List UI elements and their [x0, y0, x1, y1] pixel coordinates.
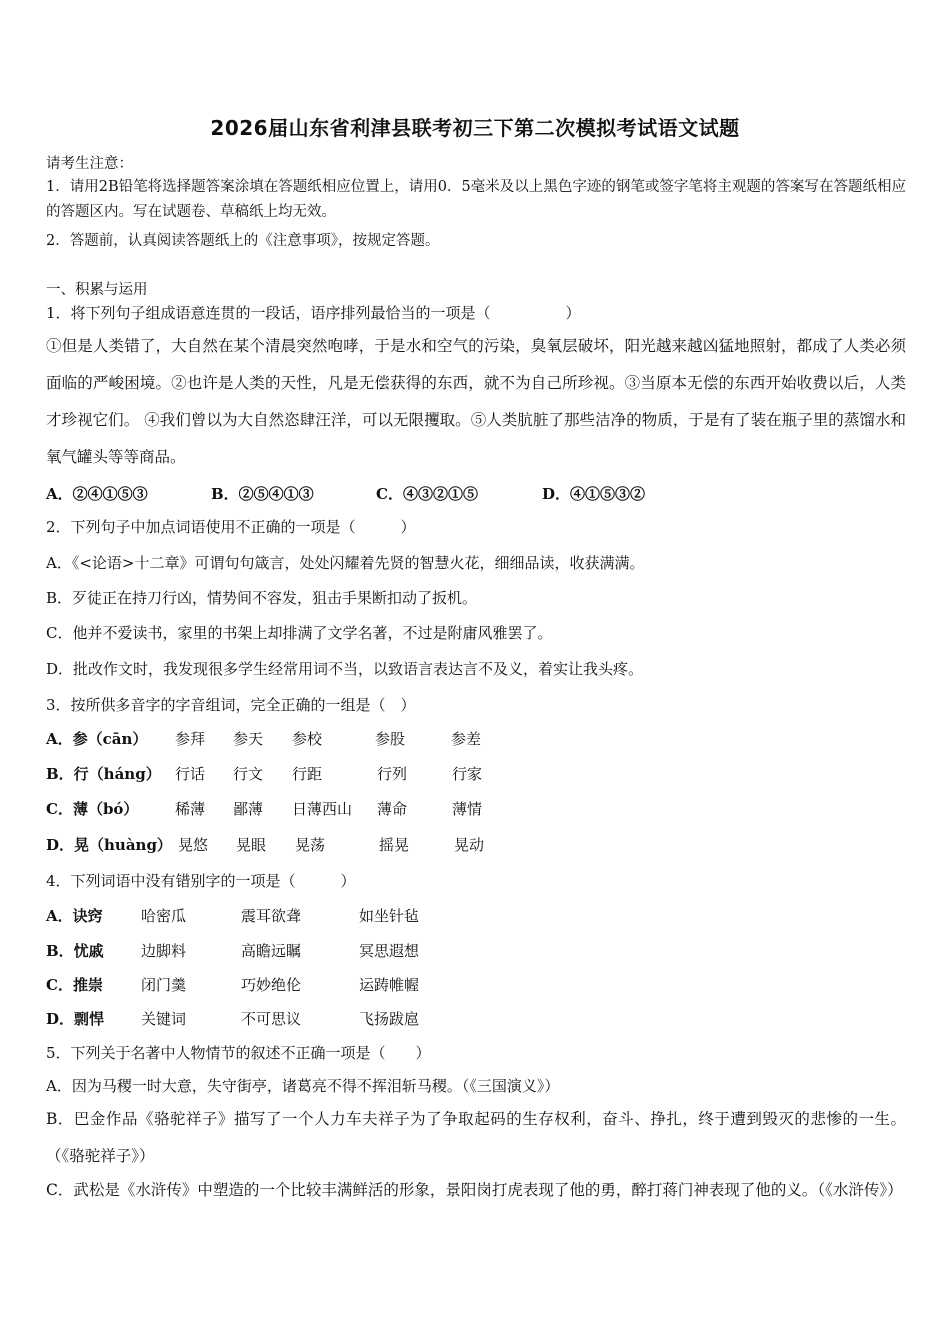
q5-option-b: B．巴金作品《骆驼祥子》描写了一个人力车夫祥子为了争取起码的生存权利，奋斗、挣扎，终于遭到毁灭的悲惨的一生。（《骆驼祥子》） [46, 1110, 906, 1165]
q2-option-b: B．歹徒正在持刀行凶，情势间不容发，狙击手果断扣动了扳机。 [46, 589, 478, 607]
q3-word: 参股 [375, 730, 406, 748]
page-title: 2026届山东省利津县联考初三下第二次模拟考试语文试题 [210, 116, 740, 140]
q3-row-label: D．晃（huàng） [46, 836, 172, 854]
q4-word: B．忧戚 [46, 942, 104, 960]
q4-word: C．推崇 [46, 976, 103, 994]
q3-word: 行文 [233, 765, 264, 783]
q3-word: 晃悠 [178, 836, 209, 854]
q5-option-c: C．武松是《水浒传》中塑造的一个比较丰满鲜活的形象，景阳岗打虎表现了他的勇，醉打蒋门神表现了他的义。（《水浒传》） [46, 1181, 903, 1199]
notice-heading: 请考生注意： [46, 156, 133, 172]
q3-word: 稀薄 [175, 800, 206, 818]
q3-word: 行家 [452, 765, 483, 783]
q3-word: 晃眼 [236, 836, 267, 854]
q3-word: 鄙薄 [233, 800, 264, 818]
q4-word: 关键词 [141, 1010, 187, 1028]
q1-option-c: C．④③②①⑤ [376, 485, 478, 503]
q4-word: A．诀窍 [46, 907, 103, 925]
q3-word: 参拜 [175, 730, 206, 748]
q4-word: 冥思遐想 [359, 942, 420, 960]
q5-stem: 5．下列关于名著中人物情节的叙述不正确一项是（ ） [46, 1044, 431, 1062]
q3-word: 薄情 [452, 800, 483, 818]
q5-option-a: A．因为马稷一时大意，失守街亭，诸葛亮不得不挥泪斩马稷。（《三国演义》） [46, 1077, 560, 1095]
q4-word: D．剽悍 [46, 1010, 105, 1028]
q1-stem: 1．将下列句子组成语意连贯的一段话，语序排列最恰当的一项是（ ） [46, 304, 581, 322]
notice-item-2: 2．答题前，认真阅读答题纸上的《注意事项》，按规定答题。 [46, 233, 440, 249]
q3-row-label: A．参（cān） [46, 730, 148, 748]
q3-word: 摇晃 [379, 836, 410, 854]
q2-stem: 2．下列句子中加点词语使用不正确的一项是（ ） [46, 518, 416, 536]
q1-option-b: B．②⑤④①③ [211, 485, 314, 503]
q4-word: 巧妙绝伦 [241, 976, 302, 994]
q4-word: 闭门羹 [141, 976, 187, 994]
q1-option-d: D．④①⑤③② [542, 485, 646, 503]
q1-option-a: A．②④①⑤③ [46, 485, 148, 503]
q3-stem: 3．按所供多音字的字音组词，完全正确的一组是（ ） [46, 696, 416, 714]
q4-word: 震耳欲聋 [241, 907, 302, 925]
q3-row-label: B．行（háng） [46, 765, 161, 783]
q3-word: 参校 [292, 730, 323, 748]
q3-word: 晃荡 [295, 836, 326, 854]
q4-word: 边脚料 [141, 942, 187, 960]
q4-word: 不可思议 [241, 1010, 302, 1028]
q3-word: 参差 [451, 730, 482, 748]
q2-option-c: C．他并不爱读书，家里的书架上却排满了文学名著，不过是附庸风雅罢了。 [46, 624, 553, 642]
section-heading: 一、积累与运用 [46, 282, 148, 298]
q4-word: 哈密瓜 [141, 907, 187, 925]
notice-item-1: 1．请用2B铅笔将选择题答案涂填在答题纸相应位置上，请用0．5毫米及以上黑色字迹的钢笔或签字笔将主观题的答案写在答题纸相应的答题区内。写在试题卷、草稿纸上均无效。 [46, 179, 906, 220]
q4-word: 运踌帷幄 [359, 976, 420, 994]
q3-word: 晃动 [454, 836, 485, 854]
q3-word: 日薄西山 [292, 800, 353, 818]
q4-word: 高瞻远瞩 [241, 942, 302, 960]
q3-word: 行列 [377, 765, 408, 783]
q3-row-label: C．薄（bó） [46, 800, 139, 818]
q4-stem: 4．下列词语中没有错别字的一项是（ ） [46, 872, 356, 890]
q1-passage: ①但是人类错了，大自然在某个清晨突然咆哮，于是水和空气的污染，臭氧层破坏，阳光越来越凶猛地照射，都成了人类必须面临的严峻困境。②也许是人类的天性，凡是无偿获得的东西，就不为自己所珍视。③当原本无偿的东西开始收费以后，人类才珍视它们。 ④我们曾以为大自然恣肆汪洋，可以无限攫取。⑤人类肮脏了那些洁净的物质，于是有了装在瓶子里的蒸馏水和氧气罐头等等商品。 [46, 337, 906, 466]
q3-word: 行话 [175, 765, 206, 783]
q3-word: 参天 [233, 730, 264, 748]
q4-word: 如坐针毡 [359, 907, 420, 925]
q3-word: 行距 [292, 765, 323, 783]
q3-word: 薄命 [377, 800, 408, 818]
q4-word: 飞扬跋扈 [359, 1010, 420, 1028]
q2-option-a: A．《<论语>十二章》可谓句句箴言，处处闪耀着先贤的智慧火花，细细品读，收获满满。 [46, 554, 645, 572]
q2-option-d: D．批改作文时，我发现很多学生经常用词不当，以致语言表达言不及义，着实让我头疼。 [46, 660, 644, 678]
